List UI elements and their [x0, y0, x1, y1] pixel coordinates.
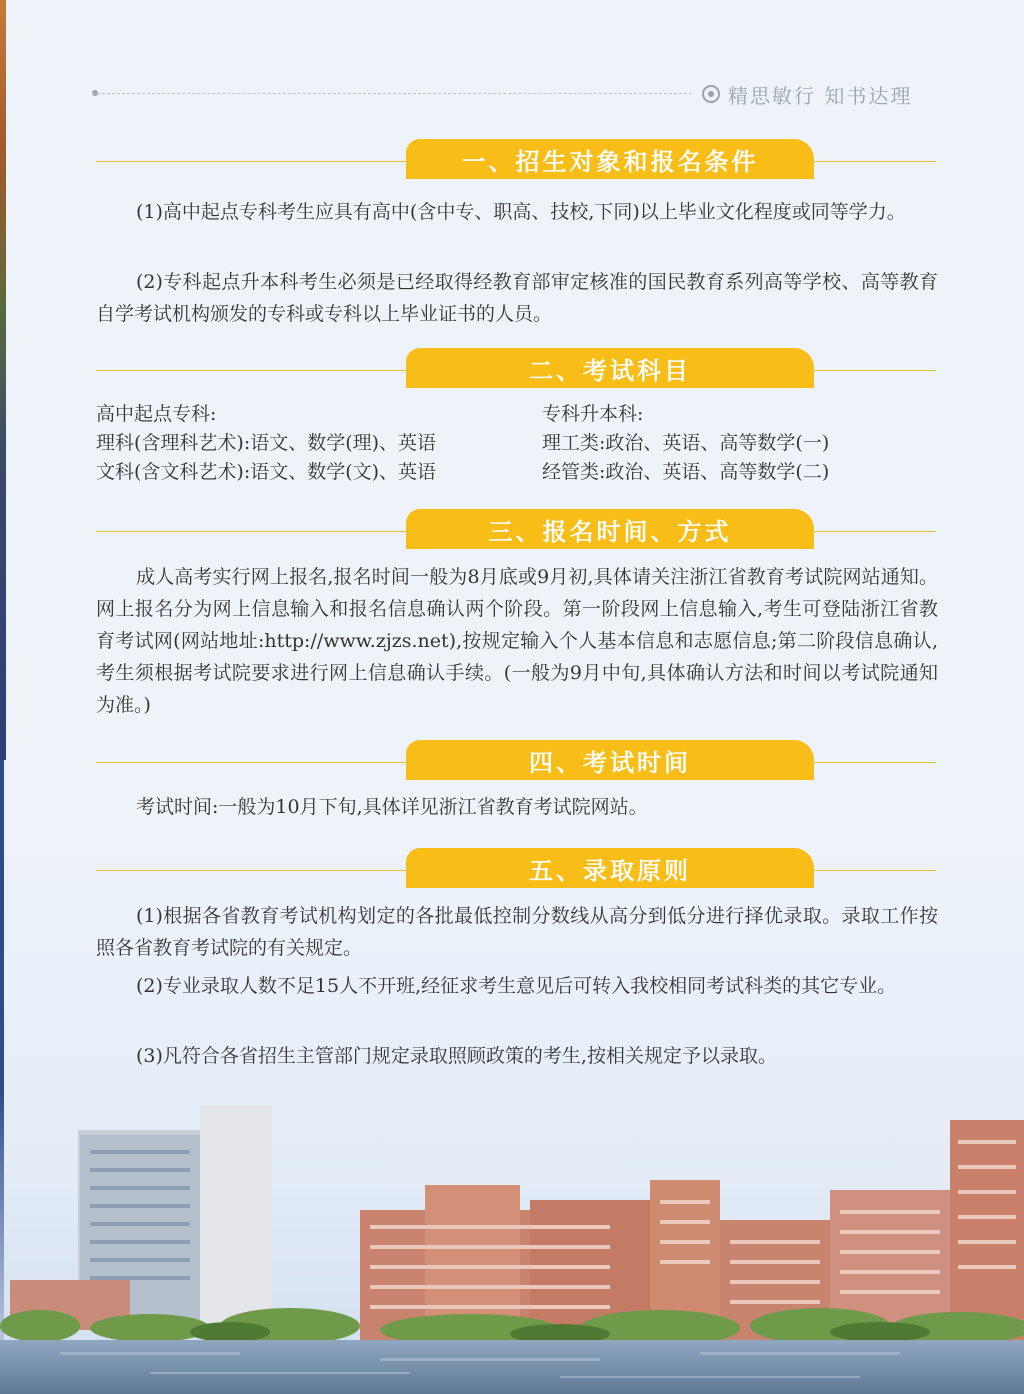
subjects-right-column [542, 400, 829, 487]
section-header-2 [96, 348, 936, 388]
subjects-right-line: 经管类:政治、英语、高等数学(二) [542, 461, 830, 483]
campus-photo [0, 1090, 1024, 1394]
left-edge-photo-strip [0, 0, 6, 760]
motto-text: 精思敏行 知书达理 [728, 83, 913, 108]
section-4-paragraph-1: 考试时间:一般为10月下旬,具体详见浙江省教育考试院网站。 [136, 796, 648, 818]
section-header-3 [96, 509, 936, 549]
section-5-paragraph-1: (1)根据各省教育考试机构划定的各批最低控制分数线从高分到低分进行择优录取。录取工作按照各省教育考试院的有关规定。 [96, 905, 938, 959]
subjects-left-line: 高中起点专科: [96, 403, 217, 425]
section-1-paragraph-1: (1)高中起点专科考生应具有高中(含中专、职高、技校,下同)以上毕业文化程度或同等学力。 [136, 201, 906, 223]
header-dashed-rule [92, 93, 692, 94]
section-title-2: 二、考试科目 [406, 348, 814, 388]
section-title-4: 四、考试时间 [406, 740, 814, 780]
section-header-1 [96, 139, 936, 179]
motto-circle-icon [702, 85, 720, 103]
exam-subjects [96, 400, 938, 490]
subjects-right-line: 理工类:政治、英语、高等数学(一) [542, 432, 830, 454]
section-3-paragraph-1: 成人高考实行网上报名,报名时间一般为8月底或9月初,具体请关注浙江省教育考试院网站通知。网上报名分为网上信息输入和报名信息确认两个阶段。第一阶段网上信息输入,考生可登陆浙江省教育考试网(网站地址:http://www.zjzs.net),按规定输入个人基本信息和志愿信息;第二阶段信息确认,考生须根据考试院要求进行网上信息确认手续。(一般为9月中旬,具体确认方法和时间以考试院通知为准。) [96, 566, 938, 716]
subjects-left-line: 理科(含理科艺术):语文、数学(理)、英语 [96, 432, 437, 454]
section-header-4 [96, 740, 936, 780]
section-title-1: 一、招生对象和报名条件 [406, 139, 814, 179]
subjects-left-column [96, 400, 436, 487]
header-motto [702, 80, 912, 108]
section-header-5 [96, 848, 936, 888]
section-1-paragraph-2: (2)专科起点升本科考生必须是已经取得经教育部审定核准的国民教育系列高等学校、高等教育自学考试机构颁发的专科或专科以上毕业证书的人员。 [96, 271, 938, 325]
section-5-paragraph-3: (3)凡符合各省招生主管部门规定录取照顾政策的考生,按相关规定予以录取。 [136, 1045, 777, 1067]
section-title-5: 五、录取原则 [406, 848, 814, 888]
subjects-left-line: 文科(含文科艺术):语文、数学(文)、英语 [96, 461, 437, 483]
section-5-paragraph-2: (2)专业录取人数不足15人不开班,经征求考生意见后可转入我校相同考试科类的其它专业。 [136, 975, 897, 997]
subjects-right-line: 专科升本科: [542, 403, 644, 425]
section-title-3: 三、报名时间、方式 [406, 509, 814, 549]
